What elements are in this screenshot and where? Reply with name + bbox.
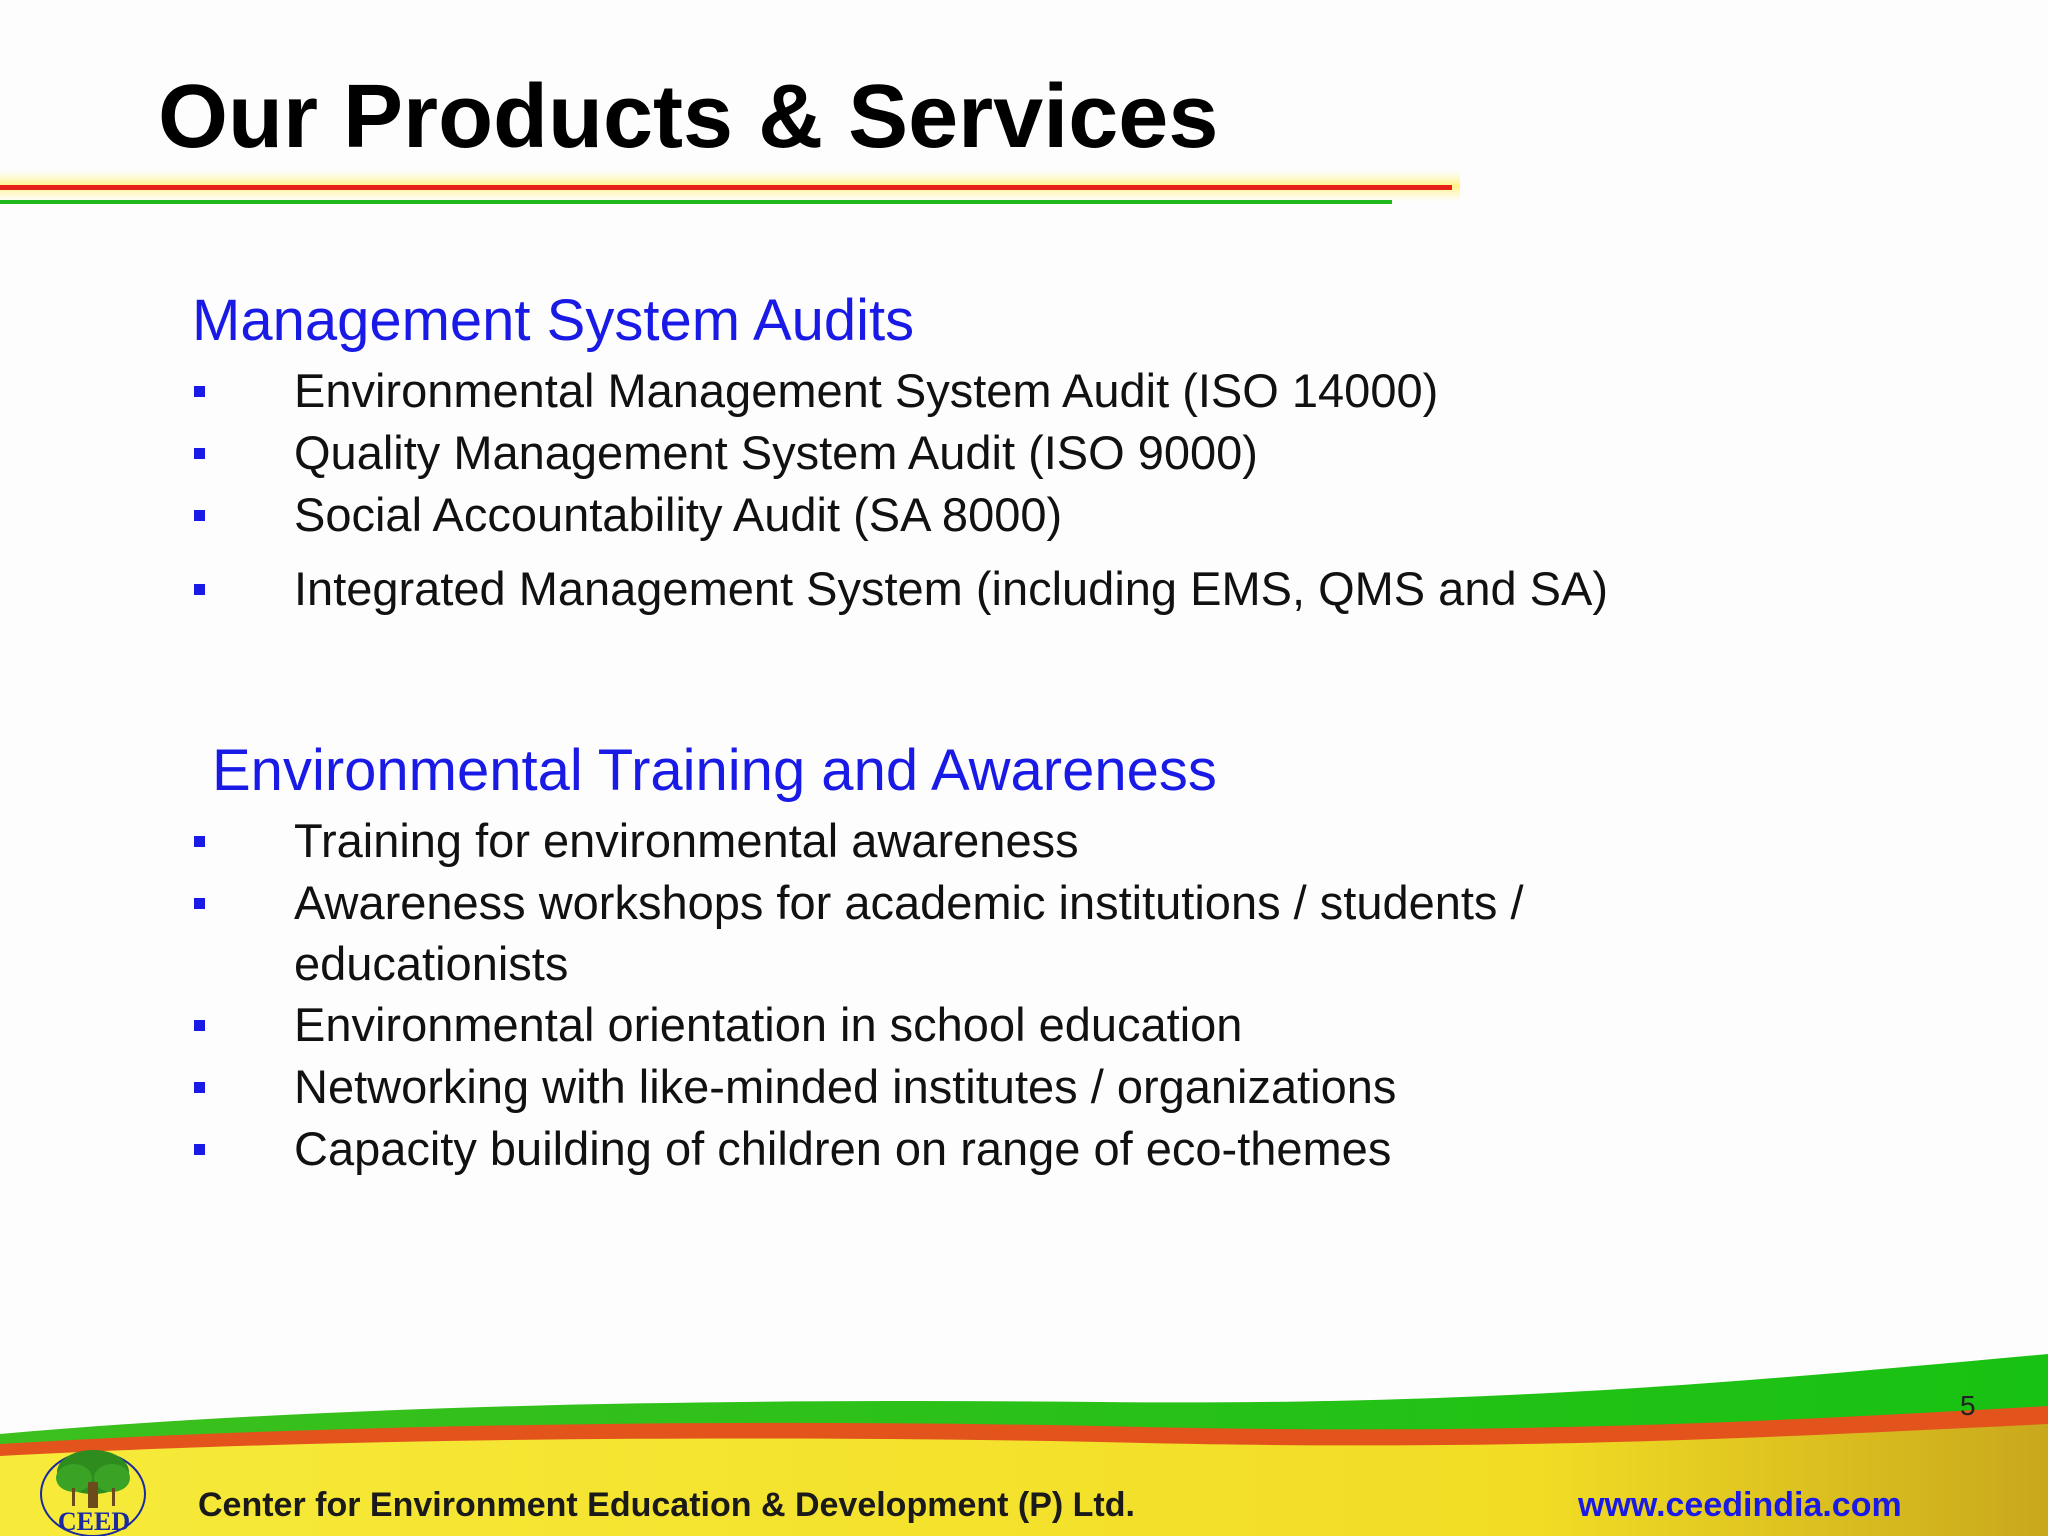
list-item-text: Quality Management System Audit (ISO 9000): [294, 426, 1258, 479]
footer-website-link[interactable]: www.ceedindia.com: [1578, 1486, 1902, 1524]
list-item-text: Social Accountability Audit (SA 8000): [294, 488, 1063, 541]
red-rule: [0, 185, 1452, 190]
list-item-text: Integrated Management System (including EMS, QMS and SA): [294, 562, 1609, 615]
section-heading-training: Environmental Training and Awareness: [212, 738, 1217, 803]
square-bullet-icon: [194, 584, 205, 595]
list-item-text: Networking with like-minded institutes / organizations: [294, 1060, 1397, 1113]
list-item-text: Environmental Management System Audit (ISO 14000): [294, 364, 1439, 417]
list-item-text: Environmental orientation in school education: [294, 998, 1243, 1051]
list-item-text: Training for environmental awareness: [294, 814, 1079, 867]
square-bullet-icon: [194, 898, 205, 909]
logo-text: CEED: [57, 1507, 131, 1536]
square-bullet-icon: [194, 836, 205, 847]
list-item-text: Awareness workshops for academic institutions / students /: [294, 876, 1524, 929]
list-item-text: Capacity building of children on range of eco-themes: [294, 1122, 1392, 1175]
page-number: 5: [1960, 1390, 1976, 1421]
square-bullet-icon: [194, 510, 205, 521]
title-underline: [0, 170, 1460, 210]
square-bullet-icon: [194, 1082, 205, 1093]
slide-title: Our Products & Services: [158, 67, 1219, 167]
green-rule: [0, 200, 1392, 204]
list-item-text: educationists: [294, 937, 569, 990]
square-bullet-icon: [194, 1020, 205, 1031]
square-bullet-icon: [194, 448, 205, 459]
square-bullet-icon: [194, 1144, 205, 1155]
section-heading-audits: Management System Audits: [192, 288, 915, 353]
footer-company-name: Center for Environment Education & Development (P) Ltd.: [198, 1486, 1135, 1524]
square-bullet-icon: [194, 386, 205, 397]
